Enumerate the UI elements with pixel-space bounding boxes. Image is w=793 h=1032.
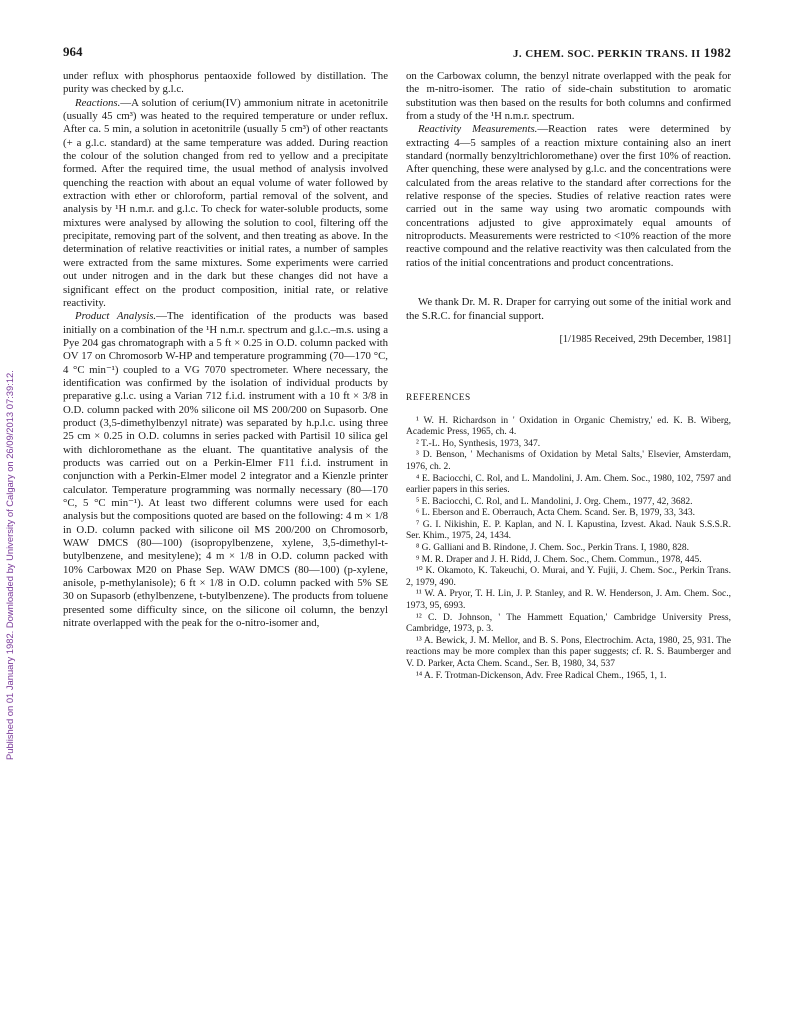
paragraph: under reflux with phosphorus pentaoxide followed by distillation. The purity was checked by g.l.c.: [63, 70, 388, 96]
section-body: —A solution of cerium(IV) ammonium nitrate in acetonitrile (usually 45 cm³) was heated to the required temperature or under reflux. After ca. 5 min, a solution in acetonitrile (usually 5 cm³) of other reactants (+ a g.l.c. standard) at the same temperature was added. During reaction the colour of the solution changed from red to yellow and a precipitate formed. After the required time, the usual method of analysis involved quenching the reaction with about an equal volume of water followed by extraction with ether or chloroform, partial removal of the solvent, and analysis by ¹H n.m.r. and g.l.c. To check for water-soluble products, some mixtures were analysed by allowing the solution to cool, filtering off the precipitate, removing part of the solvent, and then treating as above. In the determination of relative reactivities or initial rates, a number of samples were extracted from the same mixtures. Some experiments were carried out under nitrogen and in the dark but these changes did not have a significant effect on the product composition, initial rate, or relative reactivity.: [63, 96, 388, 309]
reference-item: ⁶ L. Eberson and E. Oberrauch, Acta Chem. Scand. Ser. B, 1979, 33, 343.: [416, 508, 696, 519]
references-heading: REFERENCES: [406, 393, 471, 404]
reference-item: ⁴ E. Baciocchi, C. Rol, and L. Mandolini, J. Am. Chem. Soc., 1980, 102, 7597 and earlier papers in this series.: [406, 473, 731, 496]
paragraph-reactivity: [406, 123, 731, 270]
references-list: [406, 416, 731, 683]
reference-item: ⁸ G. Galliani and B. Rindone, J. Chem. Soc., Perkin Trans. I, 1980, 828.: [416, 543, 689, 554]
reference-item: ¹⁰ K. Okamoto, K. Takeuchi, O. Murai, and Y. Fujii, J. Chem. Soc., Perkin Trans. 2, 1979, 490.: [406, 566, 731, 588]
reference-item: ¹ W. H. Richardson in ' Oxidation in Organic Chemistry,' ed. K. B. Wiberg, Academic Press, 1965, ch. 4.: [406, 415, 731, 438]
section-heading: Reactions.: [75, 96, 121, 109]
reference-item: ¹³ A. Bewick, J. M. Mellor, and B. S. Pons, Electrochim. Acta, 1980, 25, 931. The reactions may be more complex than this paper suggests; cf. R. S. Baumberger and V. D. Parker, Acta Chem. Scand., Ser. B, 1980, 34, 537: [406, 635, 731, 669]
reference-item: ¹¹ W. A. Pryor, T. H. Lin, J. P. Stanley, and R. W. Henderson, J. Am. Chem. Soc., 1973, 95, 6993.: [406, 589, 731, 612]
journal-title: J. CHEM. SOC. PERKIN TRANS. II: [513, 48, 701, 60]
reference-item: ² T.-L. Ho, Synthesis, 1973, 347.: [416, 438, 541, 449]
section-body: —The identification of the products was based initially on a combination of the ¹H n.m.r. spectrum and g.l.c.–m.s. using a Pye 204 gas chromatograph with a 5 ft × 0.25 in O.D. column packed with OV 17 on Chromosorb W-HP and temperature programming (70—170 °C, 4 °C min⁻¹) coupled to a VG 7070 spectrometer. Where necessary, the identification was confirmed by the isolation of individual products by preparative g.l.c. using a Varian 712 f.i.d. instrument with a 10 ft × 3/8 in O.D. column packed with 20% silicone oil MS 200/200 on Supasorb. One product (3,5-dimethylbenzyl nitrate) was separated by h.p.l.c. using three 25 cm × 0.25 in O.D. columns in series packed with Partisil 10 silica gel with dichloromethane as the eluant. The quantitative analysis of the products was carried out on a Perkin-Elmer F11 f.i.d. instrument in conjunction with a Perkin-Elmer model 2 integrator and a Kienzle printer calculator. Temperature programming was normally necessary (80—170 °C, 5 °C min⁻¹). At least two different columns were used for each analysis but the compositions quoted are based on the following: 4 m × 1/8 in O.D. column packed with silicone oil MS 200/200 on Chromosorb, WAW DMCS (80—100) (isopropylbenzene, xylene, 3,5-dimethyl-t-butylbenzene, and mesitylene); 4 m × 1/8 in O.D. column packed with 10% Carbowax M20 on Phase Sep. WAW DMCS (80—100) (p-xylene, anisole, p-methylanisole); 6 ft × 1/8 in O.D. column packed with 5% SE 30 on Supasorb (ethylbenzene, t-butylbenzene). The products from toluene presented some difficulty since, on the silicone oil column, the benzyl nitrate overlapped with the peak for the o-nitro-isomer and,: [63, 310, 388, 630]
reference-item: ¹² C. D. Johnson, ' The Hammett Equation,' Cambridge University Press, Cambridge, 1973, p. 3.: [406, 612, 731, 635]
journal-year: 1982: [703, 45, 732, 60]
reference-item: ¹⁴ A. F. Trotman-Dickenson, Adv. Free Radical Chem., 1965, 1, 1.: [416, 670, 667, 681]
left-column: [63, 70, 388, 630]
journal-header: [513, 45, 731, 61]
right-column: [406, 70, 731, 682]
page-number: 964: [63, 44, 83, 59]
reference-item: ⁵ E. Baciocchi, C. Rol, and L. Mandolini, J. Org. Chem., 1977, 42, 3682.: [416, 496, 693, 507]
reference-item: ³ D. Benson, ' Mechanisms of Oxidation by Metal Salts,' Elsevier, Amsterdam, 1976, ch. 2.: [406, 450, 731, 472]
reference-item: ⁹ M. R. Draper and J. H. Ridd, J. Chem. Soc., Chem. Commun., 1978, 445.: [416, 554, 702, 565]
received-date: [1/1985 Received, 29th December, 1981]: [559, 333, 731, 345]
paragraph: on the Carbowax column, the benzyl nitrate overlapped with the peak for the m-nitro-isomer. The ratio of side-chain substitution to aromatic substitution was then based on the results for both columns and confirmed from a study of the ¹H n.m.r. spectrum.: [406, 70, 731, 123]
paragraph-product-analysis: [63, 310, 388, 630]
reference-item: ⁷ G. I. Nikishin, E. P. Kaplan, and N. I. Kapustina, Izvest. Akad. Nauk S.S.S.R. Ser. Khim., 1975, 24, 1434.: [406, 519, 731, 542]
section-heading: Reactivity Measurements.: [418, 123, 538, 136]
download-watermark: Published on 01 January 1982. Downloaded by University of Calgary on 26/09/2013 07:39:12.: [4, 370, 15, 760]
section-body: —Reaction rates were determined by extracting 4—5 samples of a reaction mixture containing also an inert standard (normally benzyltrichloromethane) over the first 10% of reaction. After quenching, these were analysed by g.l.c. and the concentrations were calculated from the areas relative to the standard after corrections for the relative response of the species. Studies of relative reaction rates were carried out in the same way using two aromatic compounds with concentrations adjusted to give approximately equal amounts of nitroproducts. Measurements were restricted to <10% reaction of the more reactive compound and the relative reactivity was then calculated from the ratios of the initial concentrations and product concentrations.: [406, 123, 731, 269]
paragraph-reactions: [63, 97, 388, 311]
acknowledgement: We thank Dr. M. R. Draper for carrying out some of the initial work and the S.R.C. for financial support.: [406, 296, 731, 322]
section-heading: Product Analysis.: [75, 310, 157, 323]
